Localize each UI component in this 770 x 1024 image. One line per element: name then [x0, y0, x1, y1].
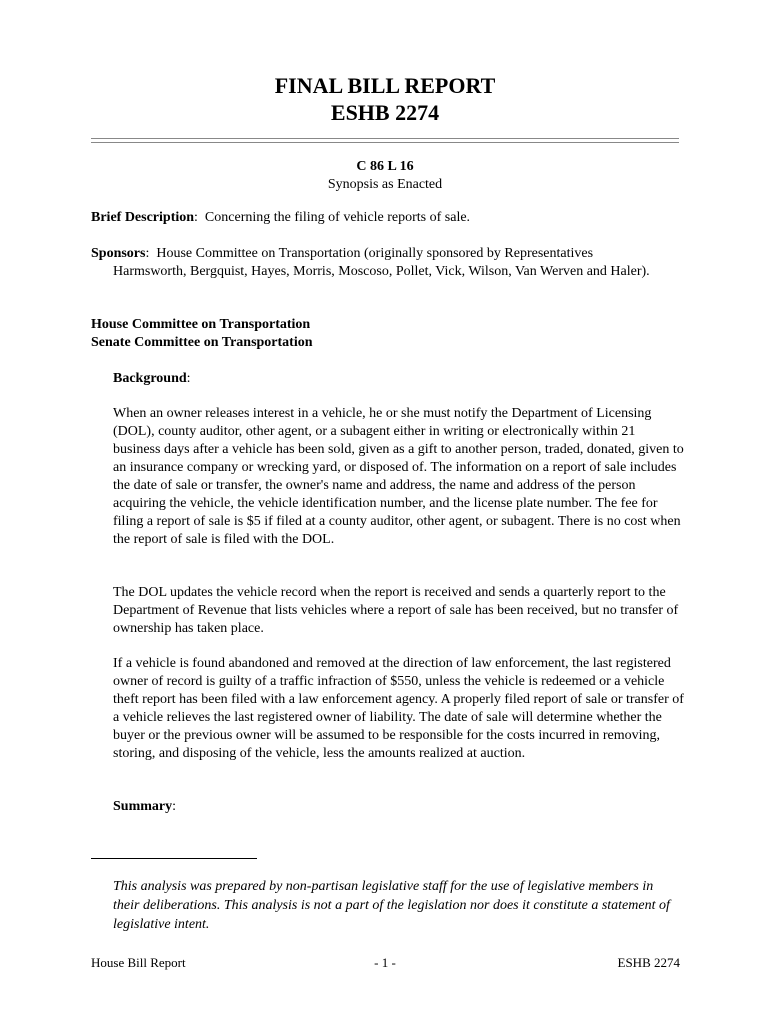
footer-report-label: House Bill Report — [91, 955, 186, 970]
session-law-chapter: C 86 L 16 — [356, 159, 414, 174]
summary-heading-text: Summary — [113, 799, 173, 814]
header-rule-top — [91, 138, 679, 139]
brief-description: Brief Description: Concerning the filing of vehicle reports of sale. — [91, 210, 471, 225]
bill-number: ESHB 2274 — [330, 100, 440, 125]
footer-bill-number: ESHB 2274 — [617, 955, 680, 970]
senate-committee: Senate Committee on Transportation — [91, 335, 313, 350]
report-title: FINAL BILL REPORT — [274, 73, 496, 98]
background-paragraph-1: When an owner releases interest in a vehicle, he or she must notify the Department of Licensing (DOL), county auditor, other agent, or a subagent either in writing or electronically within 21 business days after a vehicle has been sold, given as a gift to another person, traded, donated, given to an insurance company or wrecking yard, or disposed of. The information on a report of sale includes the date of sale or transfer, the owner's name and address, the name and address of the person acquiring the vehicle, the vehicle identification number, and the license plate number. The fee for filing a report of sale is $5 if filed at a county auditor, other agent, or subagent. There is no cost when the report of sale is filed with the DOL. — [113, 406, 684, 547]
background-paragraph-2: The DOL updates the vehicle record when the report is received and sends a quarterly report to the Department of Revenue that lists vehicles where a report of sale has been received, but no transfer of ownership has taken place. — [113, 585, 679, 636]
header-rule-bottom — [91, 142, 679, 143]
synopsis-label: Synopsis as Enacted — [327, 177, 443, 192]
sponsors-label: Sponsors — [91, 246, 146, 261]
background-heading-text: Background — [113, 371, 187, 386]
sponsors: Sponsors: House Committee on Transportation (originally sponsored by Representatives Harmsworth, Bergquist, Hayes, Morris, Moscoso, Pollet, Vick, Wilson, Van Werven and Haler). — [91, 246, 650, 279]
sponsors-text: House Committee on Transportation (originally sponsored by Representatives Harmsworth, Bergquist, Hayes, Morris, Moscoso, Pollet, Vick, Wilson, Van Werven and Haler). — [113, 246, 650, 279]
footnote-disclaimer: This analysis was prepared by non-partisan legislative staff for the use of legislative members in their deliberations. This analysis is not a part of the legislation nor does it constitute a statement of legislative intent. — [113, 879, 670, 932]
brief-description-label: Brief Description — [91, 210, 195, 225]
footnote-separator — [91, 858, 257, 859]
footer-page-number: - 1 - — [374, 955, 396, 970]
background-paragraph-3: If a vehicle is found abandoned and removed at the direction of law enforcement, the last registered owner of record is guilty of a traffic infraction of $550, unless the vehicle is redeemed or a vehicle theft report has been filed with a law enforcement agency. A properly filed report of sale or transfer of a vehicle relieves the last registered owner of liability. The date of sale will determine whether the buyer or the previous owner will be assumed to be responsible for the costs incurred in removing, storing, and disposing of the vehicle, less the amounts realized at auction. — [113, 656, 684, 761]
background-heading: Background: — [113, 371, 191, 386]
brief-description-text: Concerning the filing of vehicle reports of sale. — [204, 210, 471, 225]
house-committee: House Committee on Transportation — [91, 317, 311, 332]
summary-heading: Summary: — [113, 799, 177, 814]
